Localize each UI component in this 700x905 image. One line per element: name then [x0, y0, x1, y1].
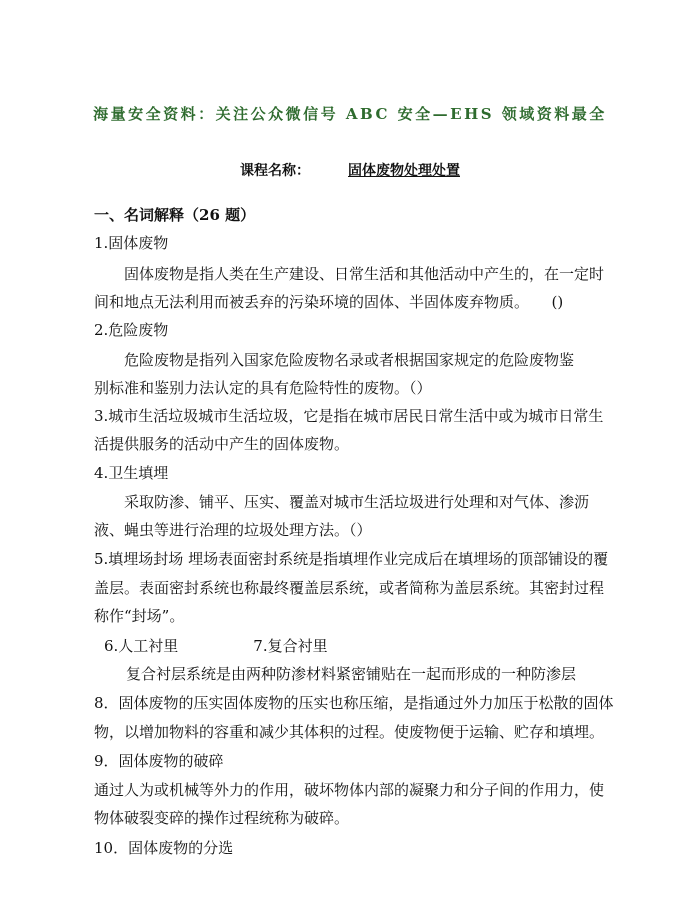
term-heading: 6.人工衬里 7.复合衬里	[104, 637, 328, 655]
definition-line: 危险废物是指列入国家危险废物名录或者根据国家规定的危险废物鉴	[124, 351, 575, 369]
definition-line: 复合衬层系统是由两种防渗材料紧密铺贴在一起而形成的一种防渗层	[126, 665, 577, 683]
course-heading	[0, 160, 700, 180]
term-heading: 2.危险废物	[94, 321, 169, 339]
term-heading: 10．固体废物的分选	[94, 839, 234, 857]
definition-line: 别标准和鉴别力法认定的具有危险特性的废物。（）	[94, 379, 432, 397]
section-title: 一、名词解释（26 题）	[94, 206, 256, 224]
term-heading: 1.固体废物	[94, 234, 169, 252]
term-heading: 8．固体废物的压实固体废物的压实也称压缩，是指通过外力加压于松散的固体	[94, 694, 614, 712]
term-heading: 9．固体废物的破碎	[94, 752, 224, 770]
definition-line: 盖层。表面密封系统也称最终覆盖层系统，或者简称为盖层系统。其密封过程	[94, 579, 605, 597]
term-heading: 4.卫生填埋	[94, 464, 169, 482]
course-label: 课程名称：	[240, 163, 310, 179]
definition-line: 间和地点无法利用而被丢弃的污染环境的固体、半固体废弃物质。 ()	[94, 293, 564, 311]
definition-line: 液、蝇虫等进行治理的垃圾处理方法。（）	[94, 521, 372, 539]
definition-line: 固体废物是指人类在生产建设、日常生活和其他活动中产生的，在一定时	[124, 265, 605, 283]
banner-text: 海量安全资料：关注公众微信号 ABC 安全—EHS 领域资料最全	[93, 105, 607, 123]
definition-line: 通过人为或机械等外力的作用，破坏物体内部的凝聚力和分子间的作用力，使	[94, 781, 605, 799]
course-name: 固体废物处理处置	[348, 163, 460, 179]
definition-line: 活提供服务的活动中产生的固体废物。	[94, 435, 350, 453]
definition-line: 采取防渗、铺平、压实、覆盖对城市生活垃圾进行处理和对气体、渗沥	[124, 493, 590, 511]
term-heading: 5.填埋场封场 埋场表面密封系统是指填埋作业完成后在填埋场的顶部铺设的覆	[94, 550, 609, 568]
term-heading: 3.城市生活垃圾城市生活垃圾，它是指在城市居民日常生活中或为城市日常生	[94, 407, 604, 425]
definition-line: 称作“封场”。	[94, 607, 185, 625]
definition-line: 物，以增加物料的容重和减少其体积的过程。使废物便于运输、贮存和填埋。	[94, 723, 605, 741]
definition-line: 物体破裂变碎的操作过程统称为破碎。	[94, 809, 350, 827]
